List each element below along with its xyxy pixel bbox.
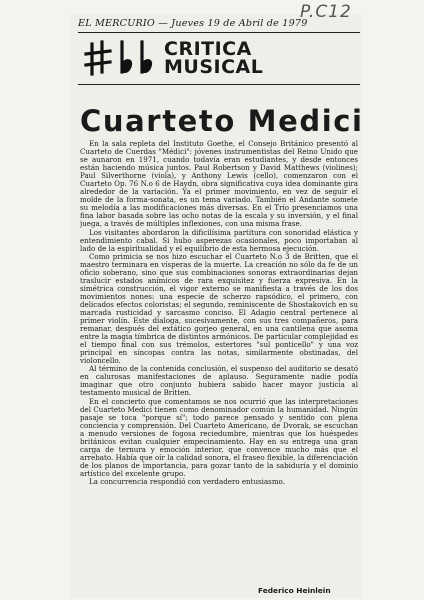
- section-rule: [78, 84, 360, 85]
- section-title-line2: MUSICAL: [164, 56, 264, 78]
- paragraph: Al término de la contenida conclusión, el suspenso del auditorio se desató en calurosas manifestaciones de aplauso. Seguramente nadie podía imaginar que otro conjunto hubiera sabido hacer mayor justicia al testamento musical de Britten.: [80, 364, 358, 398]
- article-headline: Cuarteto Medici: [80, 104, 364, 138]
- paragraph: La concurrencia respondió con verdadero entusiasmo.: [89, 476, 285, 486]
- author-signature: Federico Heinlein: [258, 586, 331, 595]
- section-title: [164, 40, 263, 76]
- handwritten-annotation: P.C12: [300, 2, 352, 22]
- paragraph: Como primicia se nos hizo escuchar el Cuarteto N.o 3 de Britten, que el maestro terminara en vísperas de la muerte. La creación no sólo da fe de un oficio soberano, sino que sus combinaciones sonoras extraordinarias dejan traslucir estados anímicos de rara exquisitez y fuerza expresiva. En la simétrica construcción, el vigor externo se manifiesta a través de los dos movimientos nones: una especie de scherzo rapsódico, el primero, con delicados efectos coloristas; el segundo, reminiscente de Shostakovich en su marcada rusticidad y sarcasmo conciso. El Adagio central pertenece al primer violín. Este dialoga, sucesivamente, con sus tres compañeros, para remanar, después del extático gorjeo general, en una cantilena que asoma entre la magia tímbrica de distintos armónicos. De particular complejidad es el tiempo final con sus trémolos, estertores "sul ponticello" y una voz principal en síncopas contra las notas, similarmente obstinadas, del violoncello.: [80, 251, 358, 366]
- paragraph: En la sala repleta del Instituto Goethe, el Consejo Británico presentó al Cuarteto de Cuerdas "Médici": jóvenes instrumentistas del Reino Unido que se aunaron en 1971, cuando todavía eran estudiantes, y desde entonces están haciendo música juntos. Paul Robertson y David Matthews (violines); Paul Silverthorne (viola), y Anthony Lewis (cello), comenzaron con el Cuarteto Op. 76 N.o 6 de Haydn, obra significativa cuya idea dominante gira alrededor de la variación. Ya el primer movimiento, en vez de seguir el molde de la forma-sonata, es un tema variado. También el Andante somete su melodía a las modificaciones más diversas. En el Trío presenciamos una fina labor basada sobre las ocho notas de la escala y su inversión, y el final juega, a través de múltiples inflexiones, con una misma frase.: [80, 140, 358, 229]
- paragraph: En el concierto que comentamos se nos ocurrió que las interpretaciones del Cuarteto Medici tienen como denominador común la humanidad. Ningún pasaje se toca "porque sí"; todo parece pensado y sentido con plena conciencia y comprensión. Del Cuarteto Americano, de Dvorak, se escuchan a menudo versiones de fogosa reciedumbre, mientras que los huéspedes británicos evitan cualquier empecinamiento. Hay en su entrega una gran carga de ternura y emoción interior, que convence mucho más que el arrebato. Había que oír la calidad sonora, el fraseo flexible, la diferenciación de los planos de importancia, para gozar tanto de la sabiduría y el dominio artístico del excelente grupo.: [80, 396, 358, 478]
- paragraph: Los visitantes abordaron la dificilísima partitura con sonoridad elástica y entendimiento cabal. Si hubo asperezas ocasionales, poco importaban al lado de la espiritualidad y el equilibrio de esta hermosa ejecución.: [80, 227, 358, 253]
- section-title-line1: CRITICA: [164, 38, 252, 60]
- dateline: EL MERCURIO — Jueves 19 de Abril de 1979: [78, 18, 308, 29]
- article-body: [80, 140, 358, 580]
- music-notes-logo-icon: [84, 40, 158, 78]
- dateline-rule: [78, 32, 360, 33]
